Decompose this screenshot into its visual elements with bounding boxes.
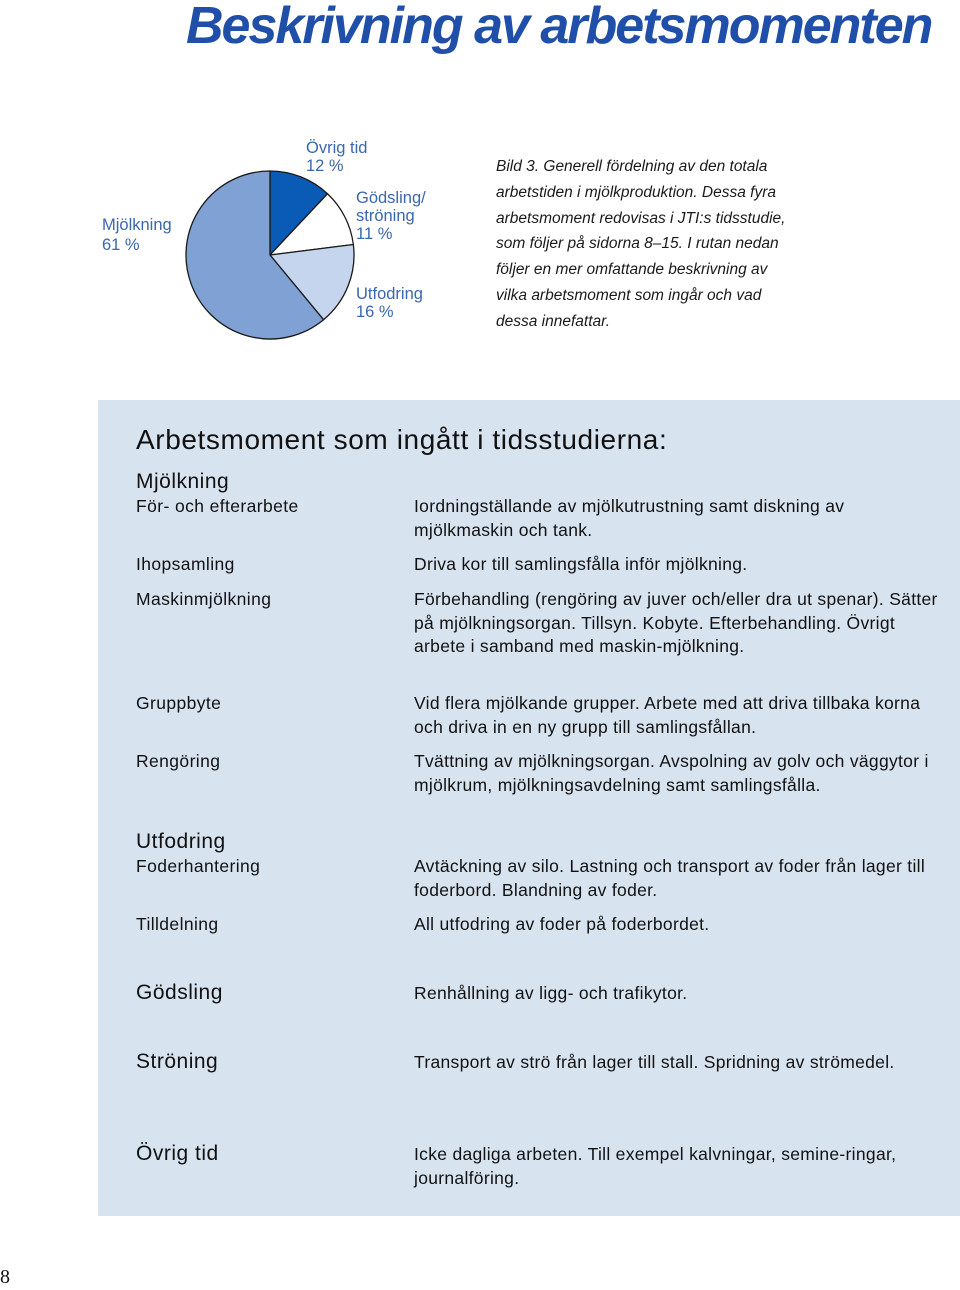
- term-for-och-efterarbete: För- och efterarbete: [136, 496, 299, 516]
- pie-label-utfodring: Utfodring: [356, 285, 423, 303]
- caption-line: vilka arbetsmoment som ingår och vad: [496, 286, 762, 304]
- figure-caption: [496, 154, 946, 335]
- desc-ihopsamling: Driva kor till samlingsfålla inför mjölkning.: [414, 554, 748, 574]
- page-number: 8: [0, 1266, 10, 1288]
- section-heading-utfodring: Utfodring: [136, 830, 226, 853]
- pie-slices: [186, 171, 354, 339]
- pie-percent-utfodring: 16 %: [356, 303, 394, 321]
- pie-chart: [0, 130, 480, 350]
- caption-line: arbetsmoment redovisas i JTI:s tidsstudie,: [496, 209, 786, 227]
- section-heading-ovrig-tid: Övrig tid: [136, 1142, 219, 1165]
- term-ihopsamling: Ihopsamling: [136, 554, 235, 574]
- pie-label-godsling-2: ströning: [356, 207, 415, 225]
- section-heading-mjolkning: Mjölkning: [136, 470, 230, 493]
- pie-label-mjolkning: Mjölkning: [102, 216, 172, 234]
- caption-line: följer en mer omfattande beskrivning av: [496, 261, 768, 279]
- caption-line: arbetstiden i mjölkproduktion. Dessa fyra: [496, 183, 776, 201]
- term-tilldelning: Tilldelning: [136, 914, 219, 934]
- desc-ovrig-tid: Icke dagliga arbeten. Till exempel kalvningar, semine-ringar, journalföring.: [414, 1144, 897, 1188]
- desc-stroning: Transport av strö från lager till stall. Spridning av strömedel.: [414, 1052, 895, 1072]
- desc-for-och-efterarbete: Iordningställande av mjölkutrustning samt diskning av mjölkmaskin och tank.: [414, 496, 845, 540]
- desc-maskinmjolkning: Förbehandling (rengöring av juver och/eller dra ut spenar). Sätter på mjölkningsorgan. Tillsyn. Kobyte. Efterbehandling. Övrigt arbete i samband med maskin-mjölkning.: [414, 589, 938, 656]
- caption-line: dessa innefattar.: [496, 312, 611, 330]
- panel-title: Arbetsmoment som ingått i tidsstudierna:: [136, 424, 668, 455]
- page-title: Beskrivning av arbetsmomenten: [186, 0, 932, 55]
- desc-godsling: Renhållning av ligg- och trafikytor.: [414, 983, 688, 1003]
- term-maskinmjolkning: Maskinmjölkning: [136, 589, 272, 609]
- term-rengoring: Rengöring: [136, 751, 221, 771]
- term-gruppbyte: Gruppbyte: [136, 693, 222, 713]
- pie-percent-godsling: 11 %: [356, 225, 393, 243]
- section-heading-stroning: Ströning: [136, 1050, 219, 1073]
- pie-label-godsling-1: Gödsling/: [356, 189, 426, 207]
- term-foderhantering: Foderhantering: [136, 856, 261, 876]
- desc-rengoring: Tvättning av mjölkningsorgan. Avspolning av golv och väggytor i mjölkrum, mjölkningsavdelning samt samlingsfålla.: [414, 751, 929, 795]
- caption-line: Bild 3. Generell fördelning av den totala: [496, 158, 768, 175]
- desc-tilldelning: All utfodring av foder på foderbordet.: [414, 914, 710, 934]
- pie-label-ovrig: Övrig tid: [306, 139, 368, 157]
- caption-line: som följer på sidorna 8–15. I rutan nedan: [496, 235, 779, 253]
- pie-percent-ovrig: 12 %: [306, 157, 344, 175]
- desc-gruppbyte: Vid flera mjölkande grupper. Arbete med att driva tillbaka korna och driva in en ny grupp till samlingsfållan.: [414, 693, 921, 737]
- section-heading-godsling: Gödsling: [136, 981, 223, 1004]
- desc-foderhantering: Avtäckning av silo. Lastning och transport av foder från lager till foderbord. Blandning av foder.: [414, 856, 926, 900]
- pie-percent-mjolkning: 61 %: [102, 236, 140, 254]
